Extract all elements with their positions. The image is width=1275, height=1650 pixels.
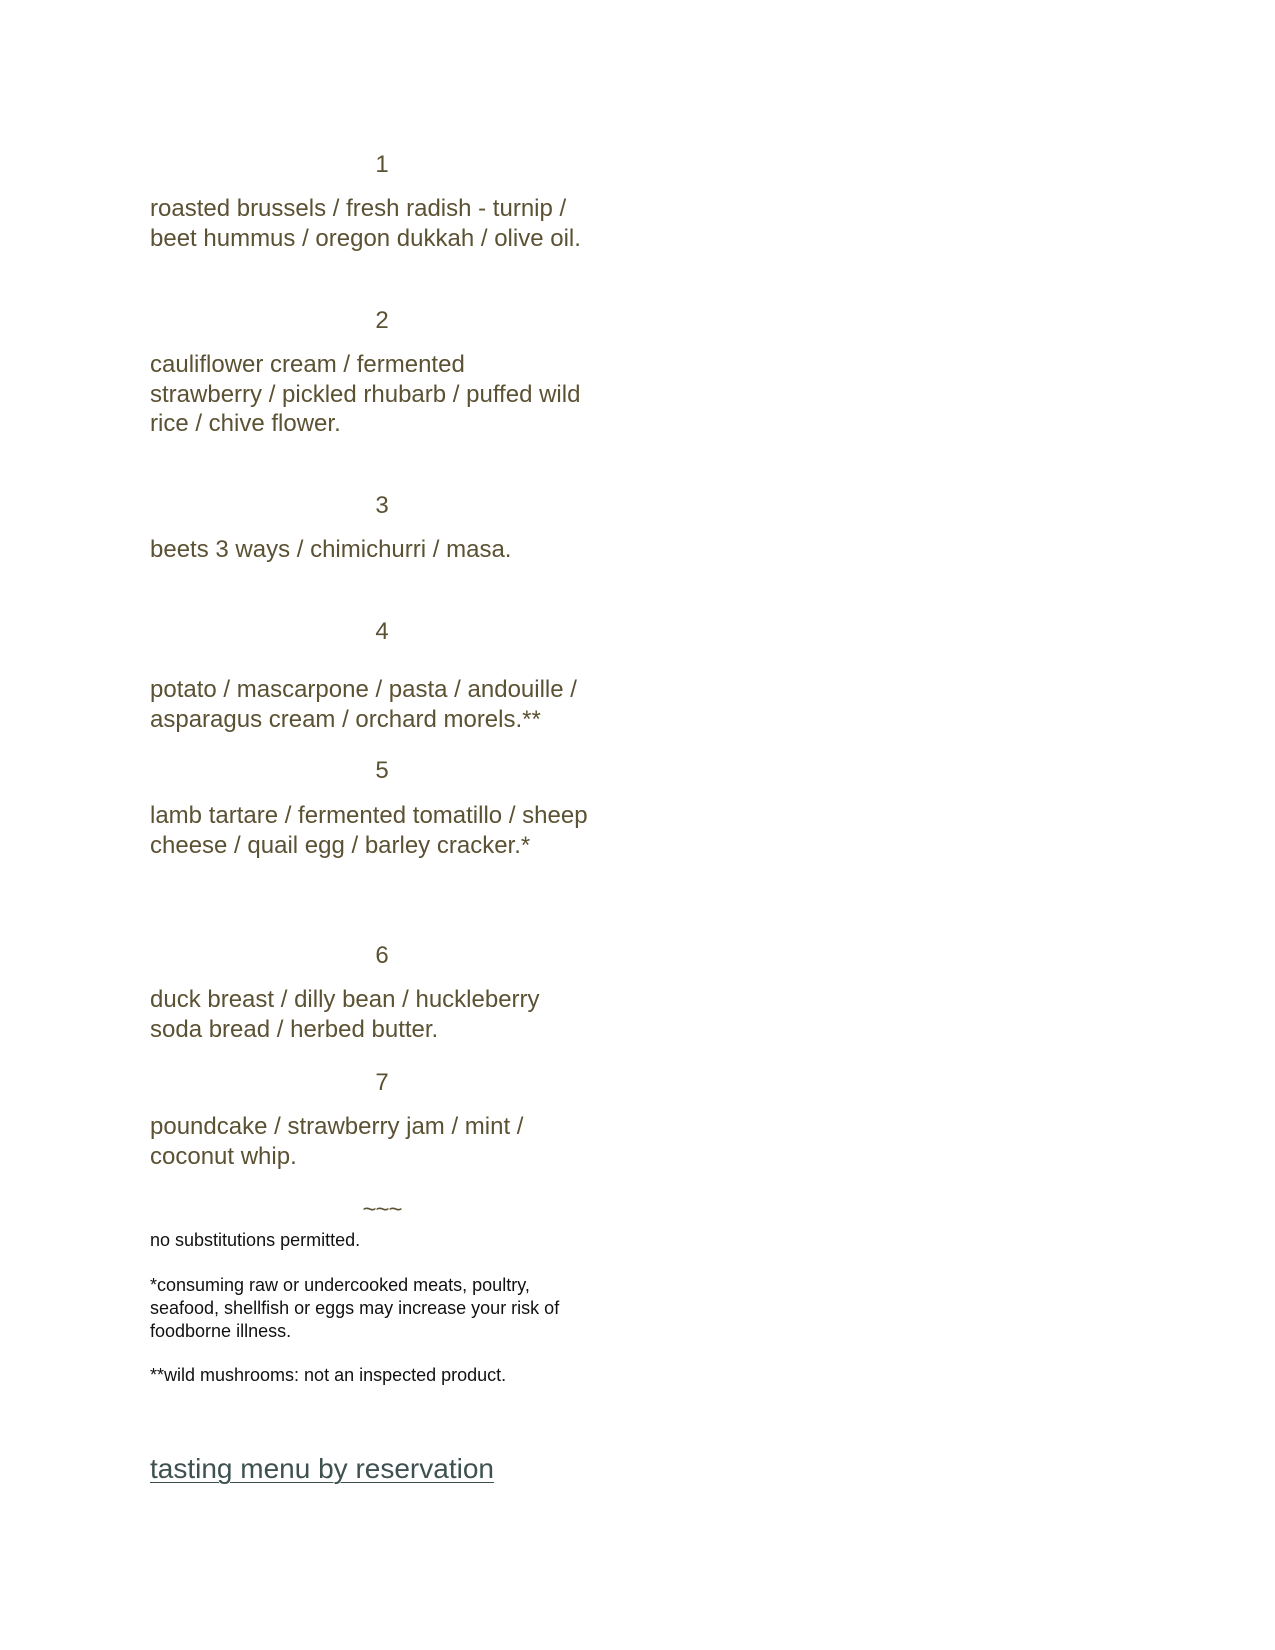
course-number-5: 5: [375, 757, 389, 784]
note-wild-mushrooms: **wild mushrooms: not an inspected product.: [150, 1365, 507, 1385]
course-number-1: 1: [375, 151, 389, 178]
course-description-5: lamb tartare / fermented tomatillo / sheep cheese / quail egg / barley cracker.*: [150, 802, 588, 859]
course-description-7: poundcake / strawberry jam / mint / coconut whip.: [150, 1113, 524, 1170]
course-number-7: 7: [375, 1069, 389, 1096]
note-substitutions: no substitutions permitted.: [150, 1230, 361, 1250]
course-description-6: duck breast / dilly bean / huckleberry soda bread / herbed butter.: [150, 986, 540, 1043]
course-number-6: 6: [375, 942, 389, 969]
course-description-2: cauliflower cream / fermented strawberry / pickled rhubarb / puffed wild rice / chive flower.: [150, 351, 581, 437]
note-raw-warning: *consuming raw or undercooked meats, poultry, seafood, shellfish or eggs may increase your risk of foodborne illness.: [150, 1275, 560, 1341]
course-number-2: 2: [375, 307, 389, 334]
course-description-4: potato / mascarpone / pasta / andouille / asparagus cream / orchard morels.**: [150, 676, 577, 733]
course-number-4: 4: [375, 618, 389, 645]
course-description-3: beets 3 ways / chimichurri / masa.: [150, 536, 512, 563]
course-number-3: 3: [375, 492, 389, 519]
tasting-menu-page: [150, 0, 620, 1650]
course-description-1: roasted brussels / fresh radish - turnip / beet hummus / oregon dukkah / olive oil.: [150, 195, 581, 252]
reservation-link[interactable]: tasting menu by reservation: [150, 1453, 494, 1484]
menu-separator: ~~~: [362, 1196, 402, 1223]
